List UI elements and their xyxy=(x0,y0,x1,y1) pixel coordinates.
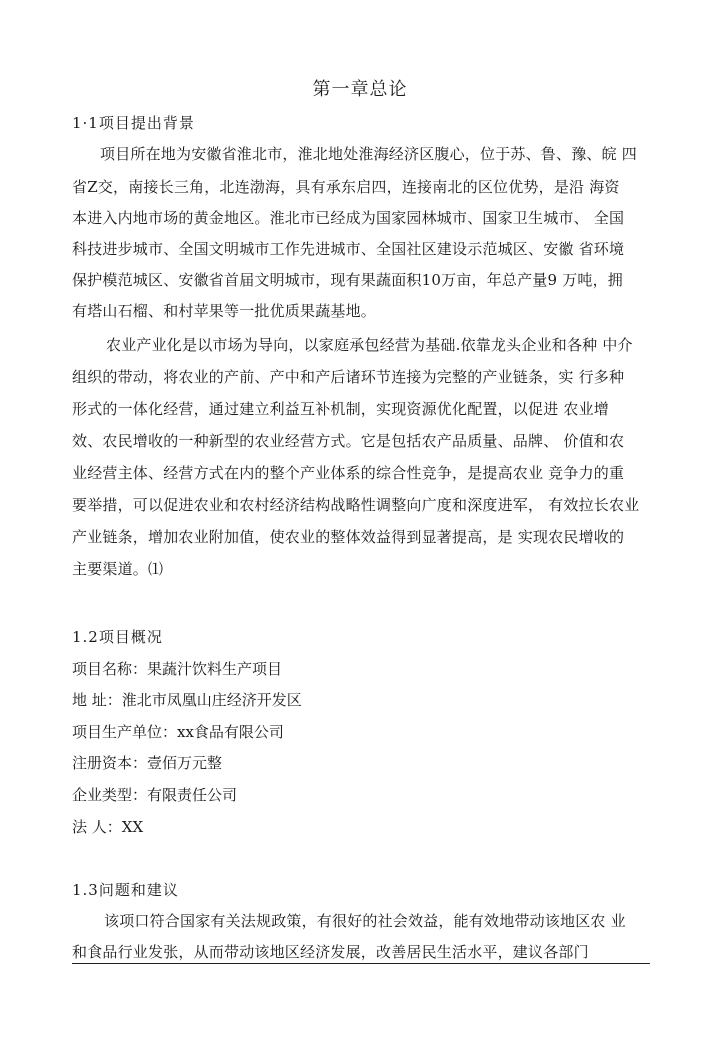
section-heading-overview: 1.2项目概况 xyxy=(72,628,163,646)
paragraph-line: 本进入内地市场的黄金地区。淮北市已经成为国家园林城市、国家卫生城市、 全国 xyxy=(72,209,625,227)
section-heading-background: 1·1项目提出背景 xyxy=(72,114,195,132)
chapter-title: 第一章总论 xyxy=(312,79,408,100)
paragraph-line: 科技进步城市、全国文明城市工作先进城市、全国社区建设示范城区、安徽 省环境 xyxy=(72,240,625,258)
paragraph-line: 组织的带动，将农业的产前、产中和产后诸环节连接为完整的产业链条，实 行多种 xyxy=(72,368,625,386)
paragraph-line: 农业产业化是以市场为导向，以家庭承包经营为基础.依靠龙头企业和各种 中介 xyxy=(106,336,633,354)
paragraph-line: 产业链条，增加农业附加值，使农业的整体效益得到显著提高，是 实现农民增收的 xyxy=(72,528,625,546)
field-address: 地 址：淮北市凤凰山庄经济开发区 xyxy=(72,691,302,709)
paragraph-line: 有塔山石榴、和村苹果等一批优质果蔬基地。 xyxy=(72,302,377,320)
field-legal-person: 法 人：XX xyxy=(72,818,144,836)
paragraph-line: 业经营主体、经营方式在内的整个产业体系的综合性竞争，是提高农业 竞争力的重 xyxy=(72,464,625,482)
field-project-name: 项目名称：果蔬汁饮料生产项目 xyxy=(72,660,283,678)
field-company-type: 企业类型：有限责任公司 xyxy=(72,786,238,804)
paragraph-line: 该项口符合国家有关法规政策，有很好的社会效益，能有效地带动该地区农 业 xyxy=(104,912,626,930)
paragraph-line: 主要渠道。⑴ xyxy=(72,560,164,578)
paragraph-line: 项目所在地为安徽省淮北市，淮北地处淮海经济区腹心，位于苏、鲁、豫、皖 四 xyxy=(100,145,637,163)
page-footer-rule xyxy=(72,963,650,964)
paragraph-line: 保护模范城区、安徽省首届文明城市，现有果蔬面积10万亩，年总产量9 万吨，拥 xyxy=(72,271,624,289)
field-registered-capital: 注册资本：壹佰万元整 xyxy=(72,754,223,772)
section-heading-issues: 1.3问题和建议 xyxy=(72,881,179,899)
field-production-unit: 项目生产单位：xx食品有限公司 xyxy=(72,723,284,741)
paragraph-line: 形式的一体化经营，通过建立利益互补机制，实现资源优化配置，以促进 农业增 xyxy=(72,400,609,418)
paragraph-line: 要举措，可以促进农业和农村经济结构战略性调整向广度和深度进军， 有效拉长农业 xyxy=(72,496,640,514)
paragraph-line: 效、农民增收的一种新型的农业经营方式。它是包括农产品质量、品牌、 价值和农 xyxy=(72,432,625,450)
paragraph-line: 省Z交，南接长三角，北连渤海，具有承东启四，连接南北的区位优势，是沿 海资 xyxy=(72,178,620,196)
paragraph-line: 和食品行业发张，从而带动该地区经济发展，改善居民生活水平，建议各部门 xyxy=(72,943,589,961)
